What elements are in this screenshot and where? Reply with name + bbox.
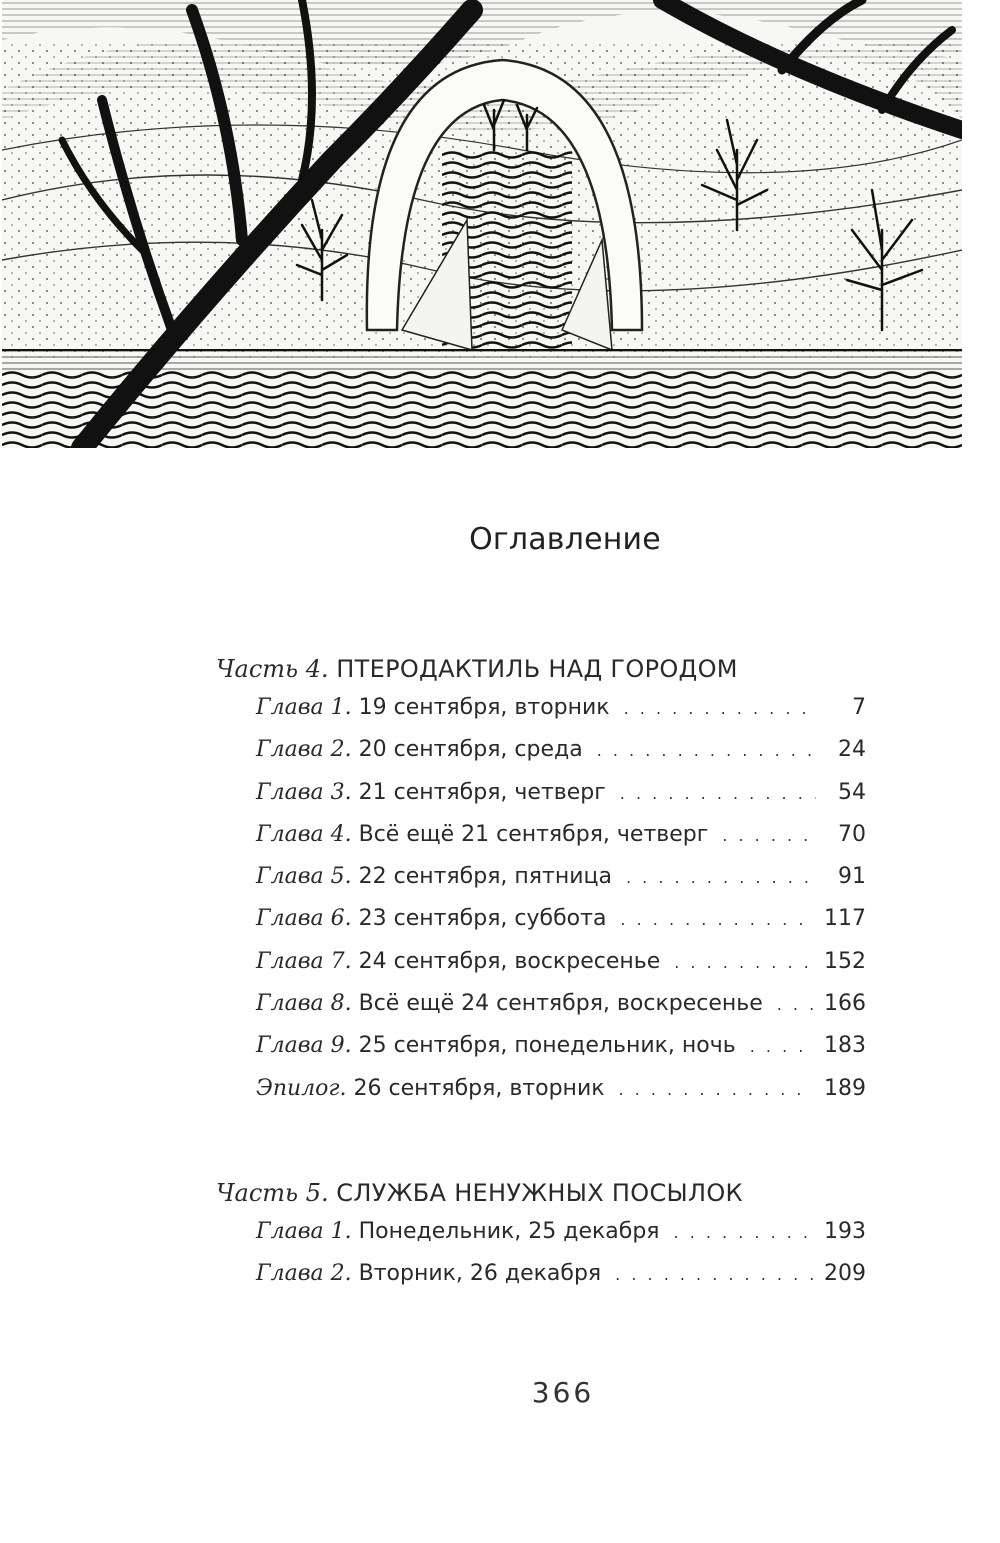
chapter-label: Глава 6. xyxy=(256,906,352,931)
chapter-label: Глава 2. xyxy=(256,737,352,762)
toc-entry[interactable] xyxy=(256,695,866,731)
toc-entry[interactable] xyxy=(256,1261,866,1297)
chapter-page: 91 xyxy=(838,864,866,889)
dot-leader xyxy=(722,826,816,845)
chapter-page: 117 xyxy=(824,906,866,931)
chapter-title: 20 сентября, среда xyxy=(358,737,583,762)
chapter-label: Глава 1. xyxy=(256,1219,352,1244)
chapter-page: 166 xyxy=(824,991,866,1016)
dot-leader xyxy=(620,910,814,929)
toc-entry[interactable] xyxy=(256,864,866,900)
chapter-label: Глава 7. xyxy=(256,949,352,974)
part-name: ПТЕРОДАКТИЛЬ НАД ГОРОДОМ xyxy=(336,655,738,683)
chapter-title: 23 сентября, суббота xyxy=(358,906,607,931)
toc-entry[interactable] xyxy=(256,1219,866,1255)
chapter-title: Всё ещё 21 сентября, четверг xyxy=(358,822,709,847)
toc-entry[interactable] xyxy=(256,906,866,942)
dot-leader xyxy=(620,784,816,803)
chapter-page: 70 xyxy=(838,822,866,847)
dot-leader xyxy=(624,699,816,718)
dot-leader xyxy=(674,1223,814,1242)
chapter-page: 24 xyxy=(838,737,866,762)
part-heading xyxy=(216,1178,743,1208)
part-heading xyxy=(216,654,738,684)
dot-leader xyxy=(597,741,816,760)
chapter-label: Глава 5. xyxy=(256,864,352,889)
dot-leader xyxy=(626,868,816,887)
chapter-label: Глава 3. xyxy=(256,780,352,805)
chapter-title: 24 сентября, воскресенье xyxy=(358,949,661,974)
chapter-title: 19 сентября, вторник xyxy=(358,695,610,720)
toc-entry[interactable] xyxy=(256,991,866,1027)
chapter-page: 209 xyxy=(824,1261,866,1286)
chapter-page: 152 xyxy=(824,949,866,974)
chapter-title: 25 сентября, понедельник, ночь xyxy=(358,1033,736,1058)
toc-entry[interactable] xyxy=(256,949,866,985)
chapter-label: Глава 1. xyxy=(256,695,352,720)
dot-leader xyxy=(619,1080,814,1099)
dot-leader xyxy=(750,1037,814,1056)
chapter-label: Глава 4. xyxy=(256,822,352,847)
part-label: Часть 5. xyxy=(216,1179,329,1207)
dot-leader xyxy=(615,1265,814,1284)
part-name: СЛУЖБА НЕНУЖНЫХ ПОСЫЛОК xyxy=(336,1179,743,1207)
chapter-label: Эпилог. xyxy=(256,1076,347,1101)
chapter-page: 189 xyxy=(824,1076,866,1101)
chapter-title: 22 сентября, пятница xyxy=(358,864,612,889)
chapter-label: Глава 9. xyxy=(256,1033,352,1058)
chapter-label: Глава 8. xyxy=(256,991,352,1016)
winter-landscape-illustration xyxy=(2,0,962,448)
chapter-page: 7 xyxy=(852,695,866,720)
chapter-title: 26 сентября, вторник xyxy=(353,1076,605,1101)
chapter-label: Глава 2. xyxy=(256,1261,352,1286)
dot-leader xyxy=(777,995,814,1014)
part-label: Часть 4. xyxy=(216,655,329,683)
toc-entry[interactable] xyxy=(256,780,866,816)
chapter-title: 21 сентября, четверг xyxy=(358,780,606,805)
chapter-title: Всё ещё 24 сентября, воскресенье xyxy=(358,991,763,1016)
toc-entry[interactable] xyxy=(256,1033,866,1069)
chapter-title: Понедельник, 25 декабря xyxy=(358,1219,660,1244)
page-number: 366 xyxy=(531,1376,595,1409)
toc-entry[interactable] xyxy=(256,822,866,858)
toc-entry[interactable] xyxy=(256,1076,866,1112)
toc-entry[interactable] xyxy=(256,737,866,773)
chapter-page: 54 xyxy=(838,780,866,805)
chapter-page: 193 xyxy=(824,1219,866,1244)
dot-leader xyxy=(674,953,814,972)
chapter-title: Вторник, 26 декабря xyxy=(358,1261,602,1286)
toc-title: Оглавление xyxy=(469,522,661,557)
chapter-page: 183 xyxy=(824,1033,866,1058)
